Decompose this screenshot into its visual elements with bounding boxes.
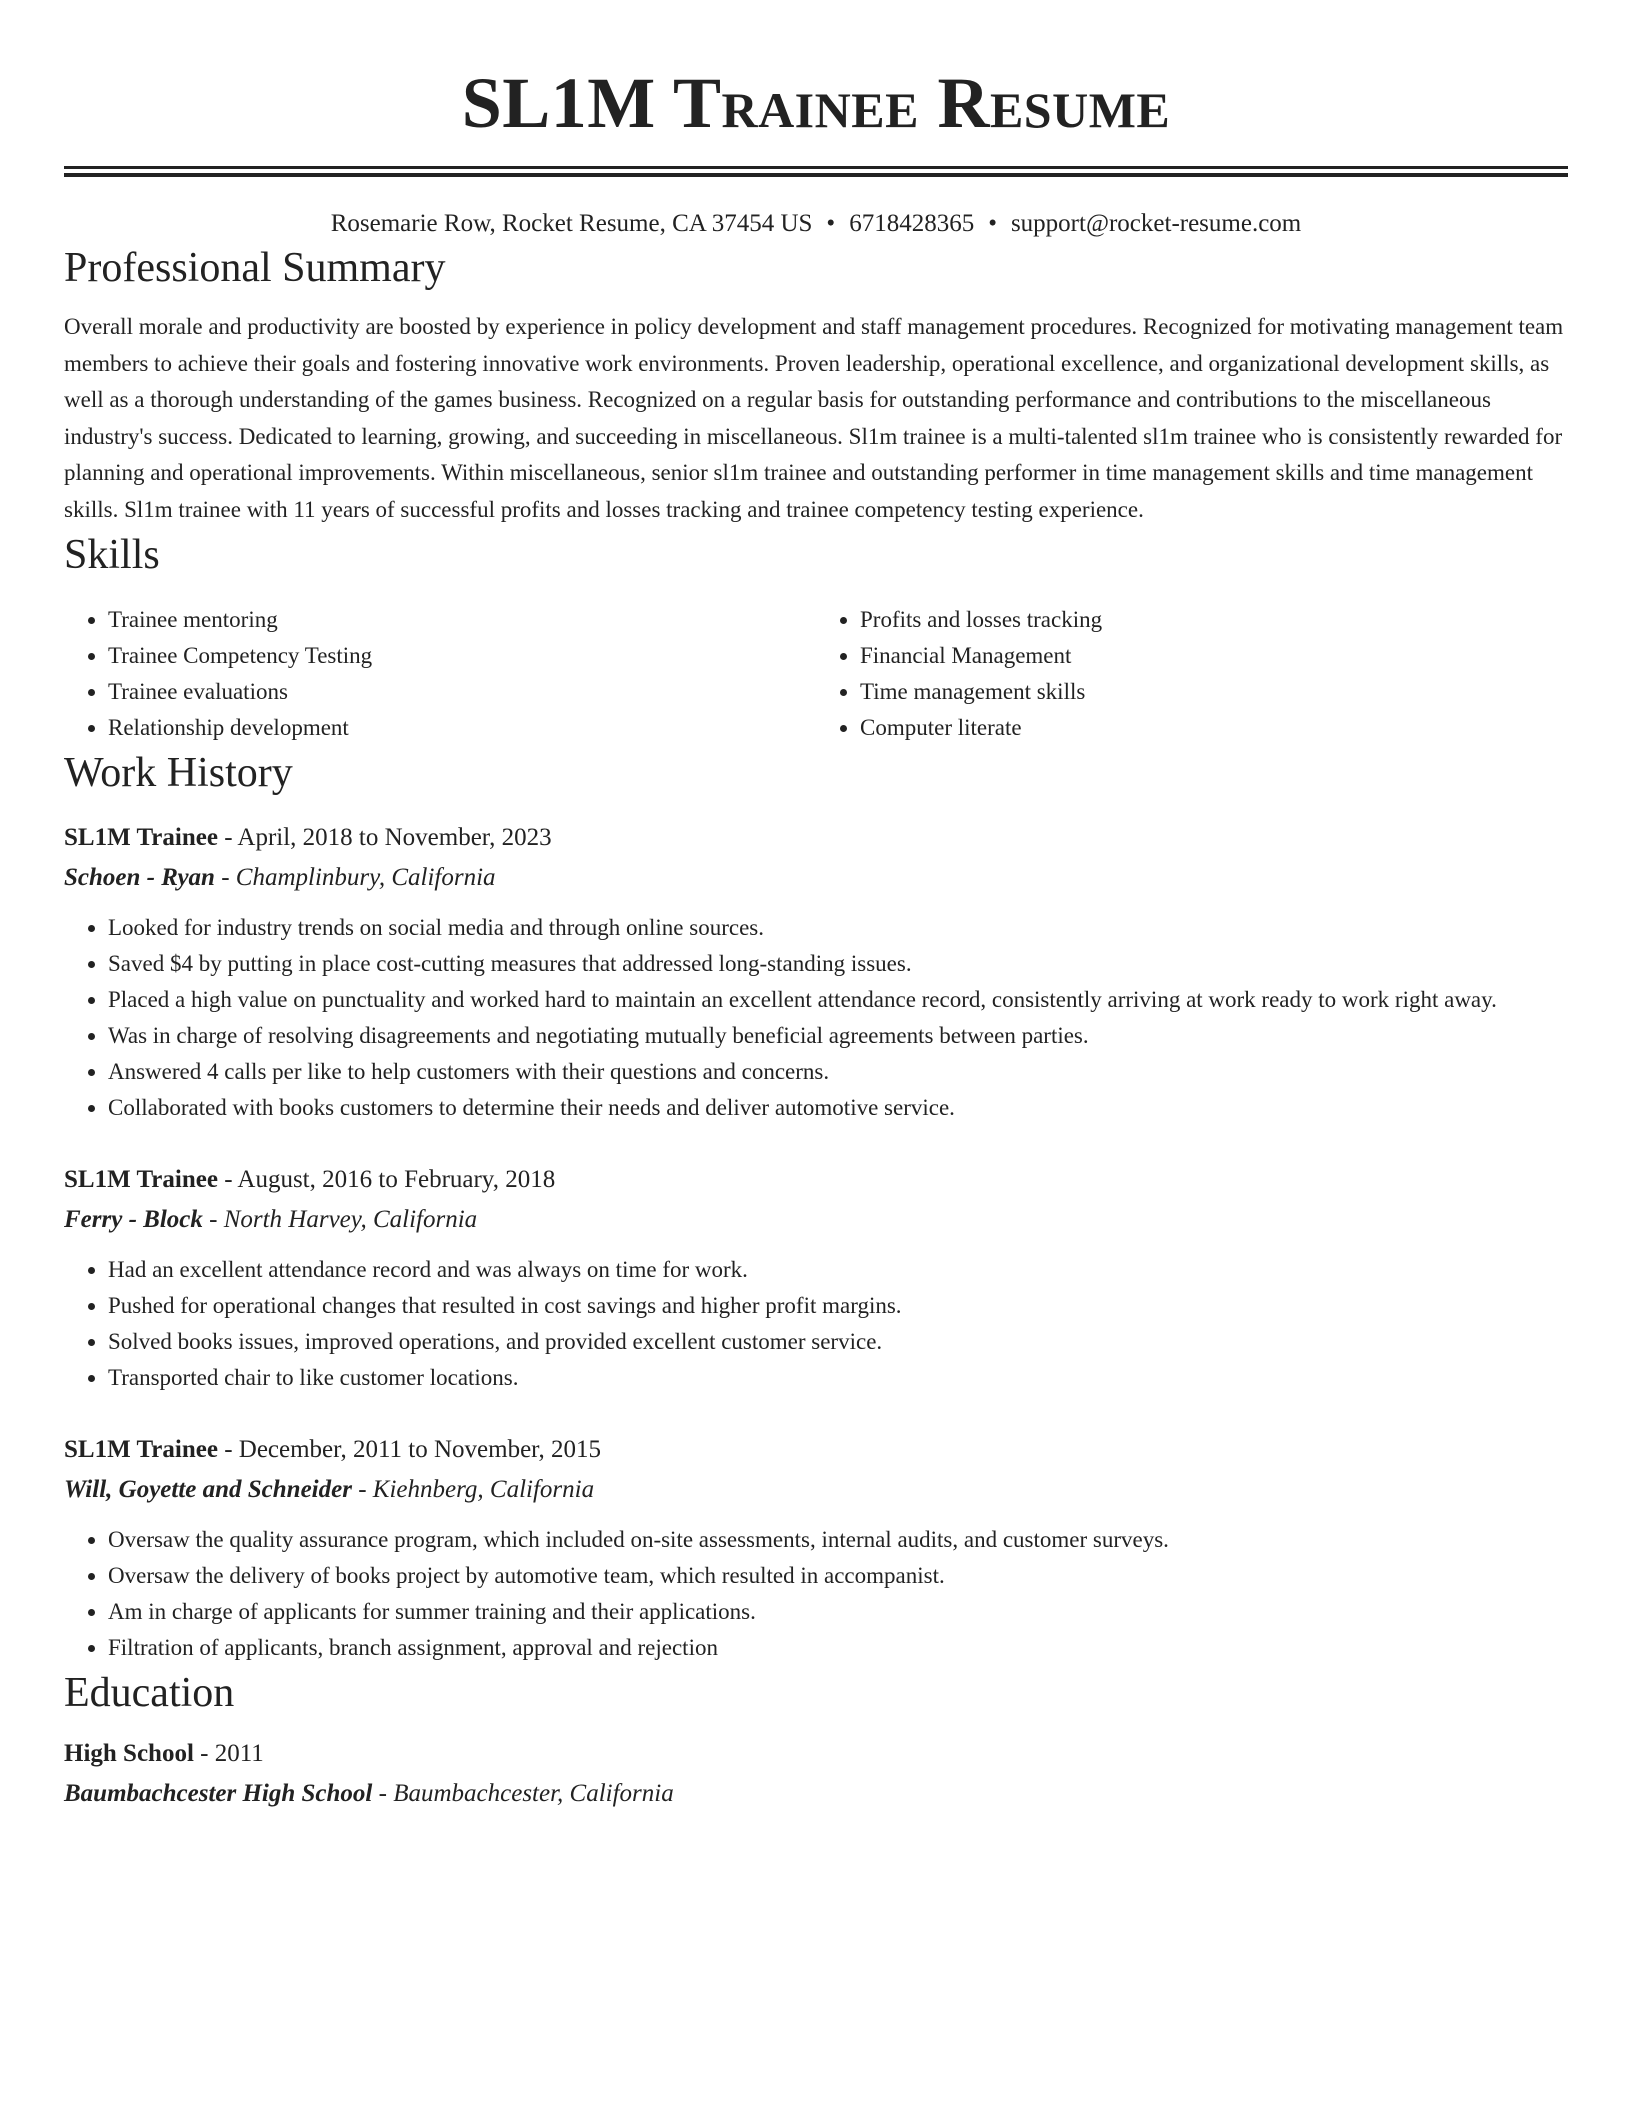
skill-item: • Profits and losses tracking — [860, 602, 1568, 638]
contact-email: support@rocket-resume.com — [1010, 210, 1302, 237]
skill-item: • Financial Management — [860, 638, 1568, 674]
job-bullet: • Filtration of applicants, branch assignment, approval and rejection — [108, 1630, 1568, 1666]
skill-item: • Computer literate — [860, 710, 1568, 746]
job-bullet: • Collaborated with books customers to determine their needs and deliver automotive service. — [108, 1090, 1568, 1126]
job-bullet: • Solved books issues, improved operations, and provided excellent customer service. — [108, 1324, 1568, 1360]
job-bullet: • Looked for industry trends on social media and through online sources. — [108, 910, 1568, 946]
summary-heading: Professional Summary — [64, 245, 446, 291]
contact-line — [64, 207, 1568, 241]
education-year: 2011 — [214, 1740, 264, 1767]
job-title-line: SL1M Trainee - April, 2018 to November, 2023 — [64, 824, 552, 851]
job-entry — [64, 1160, 1568, 1396]
contact-separator: • — [826, 210, 836, 237]
job-dates: December, 2011 to November, 2015 — [238, 1436, 602, 1463]
job-bullet: • Saved $4 by putting in place cost-cutting measures that addressed long-standing issues. — [108, 946, 1568, 982]
skills-heading: Skills — [64, 532, 160, 578]
job-title-line: SL1M Trainee - December, 2011 to November, 2015 — [64, 1436, 602, 1463]
job-bullet: • Oversaw the quality assurance program, which included on-site assessments, internal audits, and customer surveys. — [108, 1522, 1568, 1558]
job-location: Kiehnberg, California — [372, 1476, 595, 1503]
job-company: Ferry - Block — [64, 1206, 203, 1233]
education-school: Baumbachcester High School — [64, 1780, 373, 1807]
skill-item: • Trainee evaluations — [108, 674, 816, 710]
skill-item: • Relationship development — [108, 710, 816, 746]
education-location: Baumbachcester, California — [393, 1780, 674, 1807]
job-bullet: • Transported chair to like customer locations. — [108, 1360, 1568, 1396]
job-company: Schoen - Ryan — [64, 864, 215, 891]
job-bullet: • Oversaw the delivery of books project by automotive team, which resulted in accompanist. — [108, 1558, 1568, 1594]
summary-text: Overall morale and productivity are boosted by experience in policy development and staff management procedures. Recognized for motivating management team members to achieve their goals and fostering innovative work environments. Proven leadership, operational excellence, and organizational development skills, as well as a thorough understanding of the games business. Recognized on a regular basis for outstanding performance and contributions to the miscellaneous industry's success. Dedicated to learning, growing, and succeeding in miscellaneous. Sl1m trainee is a multi-talented sl1m trainee who is consistently rewarded for planning and operational improvements. Within miscellaneous, senior sl1m trainee and outstanding performer in time management skills and time management skills. Sl1m trainee with 11 years of successful profits and losses tracking and trainee competency testing experience. — [64, 314, 1564, 522]
education-school-line: Baumbachcester High School - Baumbachcester, California — [64, 1780, 674, 1807]
job-company-line: Ferry - Block - North Harvey, California — [64, 1206, 478, 1233]
skill-item: • Time management skills — [860, 674, 1568, 710]
skills-column-left — [64, 602, 816, 746]
job-bullets — [64, 910, 1568, 1126]
skill-item: • Trainee Competency Testing — [108, 638, 816, 674]
contact-phone: 6718428365 — [849, 210, 975, 237]
job-entry — [64, 1430, 1568, 1666]
job-company-line: Schoen - Ryan - Champlinbury, California — [64, 864, 496, 891]
job-company: Will, Goyette and Schneider — [64, 1476, 352, 1503]
job-bullets — [64, 1522, 1568, 1666]
job-title: SL1M Trainee — [64, 824, 218, 851]
education-degree-line: High School - 2011 — [64, 1740, 264, 1767]
skills-column-right — [816, 602, 1568, 746]
job-bullet: • Pushed for operational changes that resulted in cost savings and higher profit margins. — [108, 1288, 1568, 1324]
job-title: SL1M Trainee — [64, 1166, 218, 1193]
job-bullets — [64, 1252, 1568, 1396]
job-dates: April, 2018 to November, 2023 — [237, 824, 552, 851]
job-bullet: • Placed a high value on punctuality and worked hard to maintain an excellent attendance record, consistently arriving at work ready to work right away. — [108, 982, 1568, 1018]
job-bullet: • Had an excellent attendance record and was always on time for work. — [108, 1252, 1568, 1288]
job-title-line: SL1M Trainee - August, 2016 to February, 2018 — [64, 1166, 556, 1193]
contact-separator: • — [988, 210, 997, 237]
work-history-heading: Work History — [64, 750, 293, 796]
education-degree: High School — [64, 1740, 194, 1767]
skill-item: • Trainee mentoring — [108, 602, 816, 638]
resume-title: SL1M Trainee Resume — [461, 63, 1171, 143]
skills-list — [64, 602, 1568, 746]
education-heading: Education — [64, 1670, 235, 1716]
title-divider — [64, 166, 1568, 177]
education-entry — [64, 1734, 1568, 1814]
job-location: North Harvey, California — [223, 1206, 478, 1233]
job-bullet: • Was in charge of resolving disagreements and negotiating mutually beneficial agreements between parties. — [108, 1018, 1568, 1054]
job-dates: August, 2016 to February, 2018 — [237, 1166, 556, 1193]
job-bullet: • Answered 4 calls per like to help customers with their questions and concerns. — [108, 1054, 1568, 1090]
job-entry — [64, 818, 1568, 1126]
contact-address: Rosemarie Row, Rocket Resume, CA 37454 US — [330, 210, 813, 237]
job-bullet: • Am in charge of applicants for summer training and their applications. — [108, 1594, 1568, 1630]
job-title: SL1M Trainee — [64, 1436, 218, 1463]
job-company-line: Will, Goyette and Schneider - Kiehnberg, California — [64, 1476, 595, 1503]
job-location: Champlinbury, California — [235, 864, 496, 891]
